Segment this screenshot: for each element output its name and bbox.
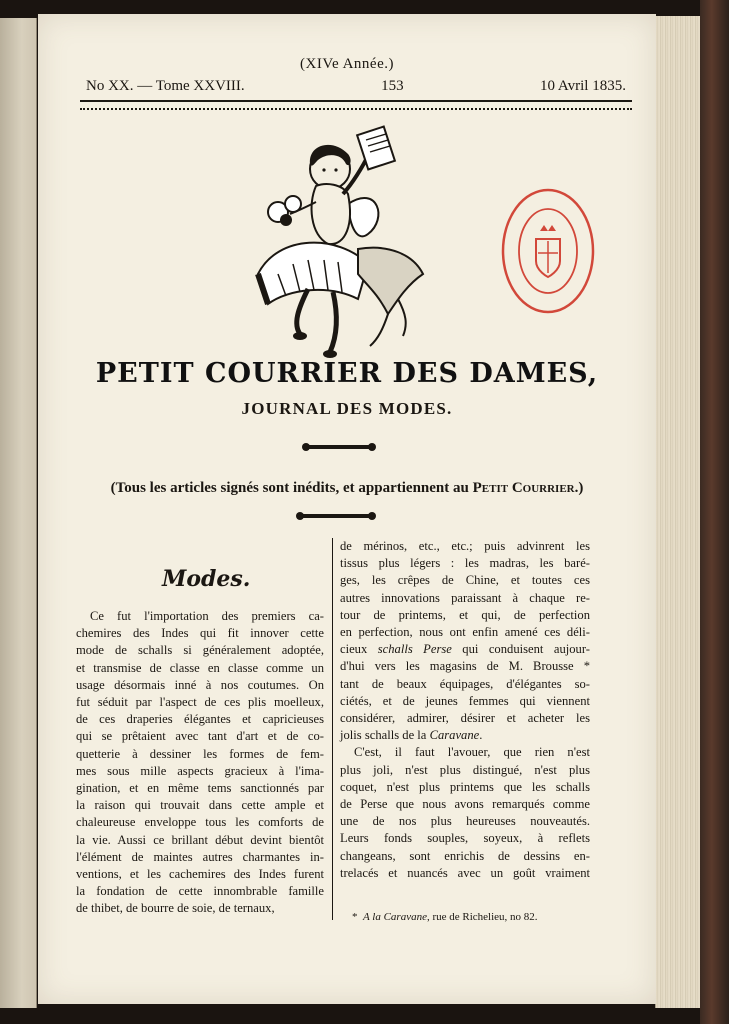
- journal-subtitle: JOURNAL DES MODES.: [241, 399, 453, 418]
- journal-page: [38, 14, 656, 1004]
- article-line: usage désormais inné à nos coutumes. On: [76, 677, 324, 692]
- article-left-column: [76, 608, 324, 918]
- article-line: Ce fut l'importation des premiers ca-: [90, 609, 324, 623]
- article-line: une de nos plus heureuses nouveautés.: [340, 814, 590, 829]
- left-page-edge: [0, 18, 37, 1008]
- article-line: mode de schalls si généralement adoptée,: [76, 643, 324, 658]
- header-year: (XIVe Année.): [300, 56, 394, 72]
- article-line: qui se prêtaient avec tant d'art et de co-: [76, 729, 324, 744]
- article-line: et transmise de classe en classe comme un: [76, 660, 324, 675]
- article-line: Leurs fonds souples, soyeux, à reflets: [340, 831, 590, 846]
- notice-end: .): [574, 480, 584, 496]
- article-line: de thibet, de bourre de soie, de ternaux,: [76, 901, 275, 916]
- ornament-divider: [306, 445, 372, 449]
- article-line: fut séduit par l'aspect de ces plis moelleux,: [76, 695, 324, 710]
- article-line: mes sous mille aspects gracieux à l'ima-: [76, 763, 324, 778]
- ornament-divider: [300, 514, 372, 518]
- article-line: gination, et en même tems sanctionnés par: [76, 781, 324, 796]
- article-line: ciétés, et de jeunes femmes qui viennent: [340, 693, 590, 708]
- journal-title: PETIT COURRIER DES DAMES,: [95, 358, 599, 389]
- article-line: tissus plus légers : les madras, les baré-: [340, 556, 590, 571]
- article-line: en perfection, nous ont enfin amené ces déli-: [340, 625, 590, 640]
- article-line: C'est, il faut l'avouer, que rien n'est: [354, 745, 590, 760]
- article-line: ventions, et les cachemires des Indes furent: [76, 867, 324, 882]
- article-line: trelacés et nuancés avec un goût vraiment: [340, 865, 590, 880]
- page-number: 153: [381, 78, 404, 94]
- notice-journal-name: Petit Courrier: [472, 480, 575, 496]
- article-line: de mérinos, etc., etc.; puis advinrent les: [340, 539, 590, 553]
- article-line: la fondation de cette innombrable famille: [76, 884, 324, 899]
- header-rule: [80, 100, 632, 110]
- section-heading: Modes.: [162, 566, 251, 592]
- article-right-column: [340, 538, 590, 882]
- footnote: * A la Caravane, rue de Richelieu, no 82.: [352, 911, 538, 923]
- article-line: l'élément de maintes autres charmantes in-: [76, 849, 324, 864]
- issue-date: 10 Avril 1835.: [540, 78, 626, 94]
- article-line: plus joli, n'est plus distingué, n'est plus: [340, 762, 590, 777]
- article-line: jolis schalls de la Caravane.: [340, 728, 483, 743]
- article-line: de ces draperies élégantes et capricieuses: [76, 712, 324, 727]
- article-line: ges, les crêpes de Chine, et toutes ces: [340, 573, 590, 588]
- article-line: quetterie à dessiner les formes de fem-: [76, 746, 324, 761]
- column-rule: [332, 538, 333, 920]
- library-stamp-icon: [500, 187, 596, 315]
- header-line: [86, 78, 626, 95]
- article-line: coquet, n'est plus printems que les schalls: [340, 779, 590, 794]
- rights-notice: [38, 480, 656, 497]
- article-line: la vie. Aussi ce brillant début devint bientôt: [76, 832, 324, 847]
- article-line: considérer, admirer, désirer et acheter les: [340, 711, 590, 726]
- article-line: autres innovations paraissant à chaque re-: [340, 590, 590, 605]
- article-line: de Perse que nous avons remarqués comme: [340, 797, 590, 812]
- article-line: chemires des Indes qui fit innover cette: [76, 626, 324, 641]
- book-binding: [700, 0, 729, 1024]
- issue-number: No XX. — Tome XXVIII.: [86, 78, 245, 94]
- cherub-vignette-icon: [238, 124, 438, 364]
- article-line: cieux schalls Perse qui conduisent aujour-: [340, 642, 590, 657]
- notice-text: (Tous les articles signés sont inédits, et appartiennent au: [110, 480, 469, 496]
- article-line: tant de beaux équipages, d'élégantes so-: [340, 676, 590, 691]
- article-line: tour de printems, et qui, de perfection: [340, 607, 590, 622]
- article-line: changeans, sont enrichis de dessins en-: [340, 848, 590, 863]
- article-line: d'hui vers les magasins de M. Brousse *: [340, 659, 590, 674]
- article-line: la raison qui trouvait dans cette ample et: [76, 798, 324, 813]
- article-line: chaleureuse enveloppe tous les comforts de: [76, 815, 324, 830]
